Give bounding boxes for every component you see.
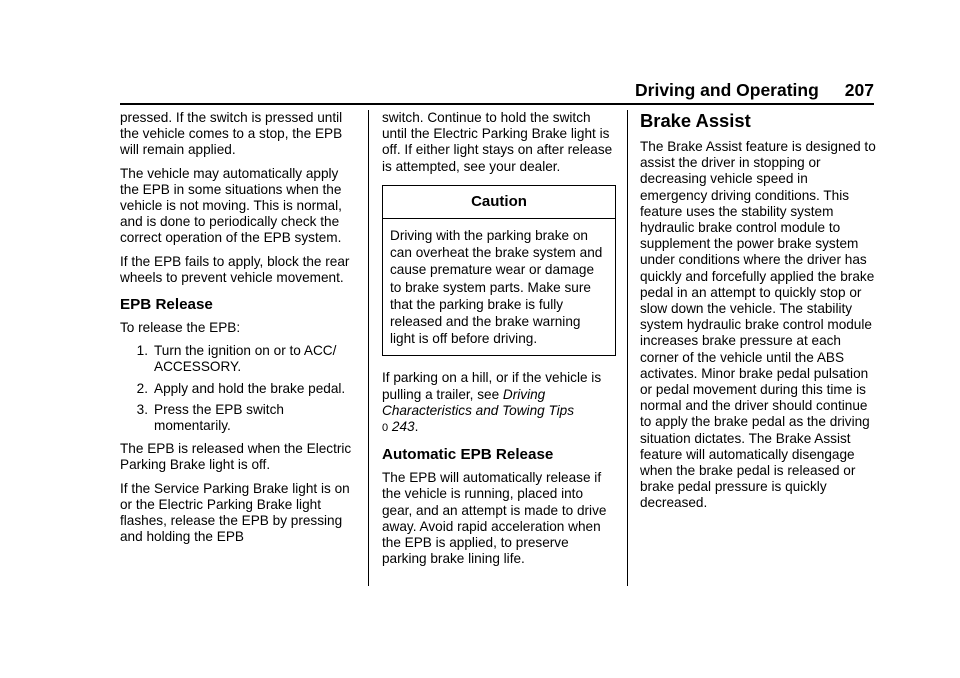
step-text: Press the EPB switch momentarily. xyxy=(154,401,284,434)
step-number: 2. xyxy=(136,380,148,396)
caution-title: Caution xyxy=(383,186,615,219)
paragraph: The EPB is released when the Electric Parking Brake light is off. xyxy=(120,441,352,473)
steps-list xyxy=(120,343,356,434)
paragraph: The EPB will automatically release if the vehicle is running, placed into gear, and an attempt is made to drive away. Avoid rapid acceleration when the EPB is applied, to preserve parking brake lining life. xyxy=(382,470,607,567)
list-item xyxy=(120,381,356,397)
paragraph: switch. Continue to hold the switch until the Electric Parking Brake light is off. If either light stays on after release is attempted, see your dealer. xyxy=(382,110,613,174)
paragraph-text: . xyxy=(414,419,419,435)
step-text: Turn the ignition on or to ACC/ ACCESSORY. xyxy=(154,343,337,375)
paragraph: If the Service Parking Brake light is on or the Electric Parking Brake light flashes, release the EPB by pressing and holding the EPB xyxy=(120,480,350,545)
section-heading-automatic-epb-release: Automatic EPB Release xyxy=(382,446,554,464)
step-number: 3. xyxy=(136,401,148,417)
list-item xyxy=(120,402,356,434)
column-1 xyxy=(120,110,356,552)
caution-text: Driving with the parking brake on can overheat the brake system and cause premature wear or damage to brake system parts. Make sure that the parking brake is fully released and the brake warning light is off before driving. xyxy=(390,228,603,347)
paragraph: If the EPB fails to apply, block the rear wheels to prevent vehicle movement. xyxy=(120,253,350,285)
paragraph: The vehicle may automatically apply the EPB in some situations when the vehicle is not moving. This is normal, and is done to periodically check the correct operation of the EPB system. xyxy=(120,165,342,246)
section-heading-epb-release: EPB Release xyxy=(120,296,213,314)
page-reference-icon: 0 xyxy=(382,422,389,435)
step-number: 1. xyxy=(136,343,148,359)
column-2 xyxy=(382,110,616,574)
reference-title: Driving Characteristics and Towing Tips xyxy=(382,386,575,418)
header-rule xyxy=(120,103,874,105)
page-header xyxy=(635,80,874,101)
column-3 xyxy=(640,110,876,519)
step-text: Apply and hold the brake pedal. xyxy=(154,380,346,396)
paragraph: The Brake Assist feature is designed to assist the driver in stopping or decreasing vehicle speed in emergency driving conditions. This feature uses the stability system hydraulic brake control module to supplement the power brake system under conditions where the driver has quickly and forcefully applied the brake pedal in an attempt to quickly stop or slow down the vehicle. The stability system hydraulic brake control module increases brake pressure at each corner of the vehicle until the ABS activates. Minor brake pedal pulsation or pedal movement during this time is normal and the driver should continue to apply the brake pedal as the driving situation dictates. The Brake Assist feature will automatically disengage when the brake pedal is released or brake pedal pressure is quickly decreased. xyxy=(640,139,876,511)
column-divider xyxy=(368,110,369,586)
paragraph xyxy=(382,370,616,436)
paragraph: pressed. If the switch is pressed until the vehicle comes to a stop, the EPB will remain applied. xyxy=(120,110,343,158)
page-number: 207 xyxy=(844,80,874,100)
caution-box xyxy=(382,185,616,357)
paragraph: To release the EPB: xyxy=(120,320,241,336)
reference-page: 243 xyxy=(391,419,415,435)
section-title: Driving and Operating xyxy=(635,80,819,100)
list-item xyxy=(120,343,356,375)
paragraph-text: If parking on a hill, or if the vehicle is pulling a trailer, see xyxy=(382,370,602,402)
section-heading-brake-assist: Brake Assist xyxy=(640,110,751,131)
column-divider xyxy=(627,110,628,586)
